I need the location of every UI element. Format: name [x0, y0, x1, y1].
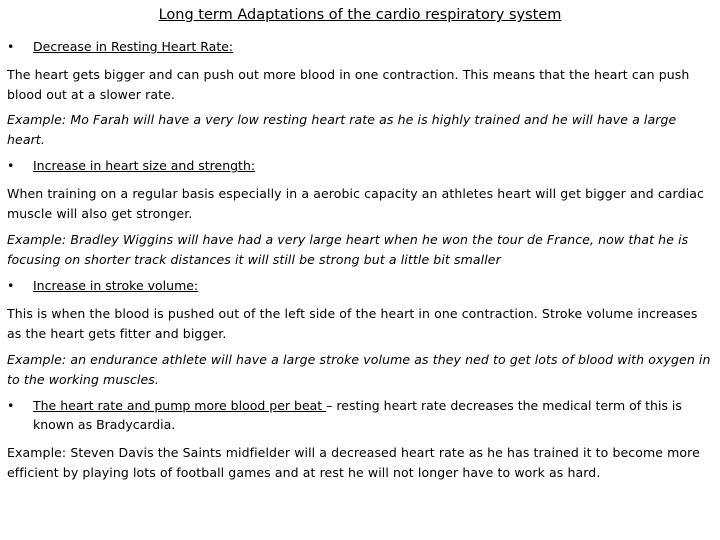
bullet-dot: • — [7, 278, 15, 293]
paragraph-steven-davis: Example: Steven Davis the Saints midfielder will a decreased heart rate as he has trained it to become more efficient by playing lots of football games and at rest he will not longer have to work as hard. — [7, 445, 700, 480]
heading-text: Increase in heart size and strength: — [33, 158, 256, 173]
heading-text-wrapper — [33, 396, 712, 434]
bullet-dot: • — [7, 39, 15, 54]
bullet-heading-heart-rate-pump — [7, 396, 712, 434]
heading-text: Increase in stroke volume: — [33, 278, 199, 293]
example-endurance-athlete: Example: an endurance athlete will have a large stroke volume as they ned to get lots of blood with oxygen in to the working muscles. — [7, 352, 711, 387]
example-bradley-wiggins: Example: Bradley Wiggins will have had a very large heart when he won the tour de France, now that he is focusing on shorter track distances it will still be strong but a little bit smaller — [7, 232, 689, 267]
paragraph-stroke-volume: This is when the blood is pushed out of the left side of the heart in one contraction. Stroke volume increases as the heart gets fitter and bigger. — [7, 306, 698, 341]
example-mo-farah: Example: Mo Farah will have a very low resting heart rate as he is highly trained and he will have a large heart. — [7, 112, 677, 147]
heading-text: Decrease in Resting Heart Rate: — [33, 39, 234, 54]
heading-text: The heart rate and pump more blood per beat — [33, 398, 327, 413]
page-title: Long term Adaptations of the cardio respiratory system — [158, 7, 562, 23]
bullet-heading-heart-size — [7, 156, 712, 175]
paragraph-resting-heart-rate: The heart gets bigger and can push out more blood in one contraction. This means that the heart can push blood out at a slower rate. — [7, 67, 690, 102]
heading-rest-text: – resting heart rate decreases the medical term of this is known as Bradycardia. — [33, 398, 682, 432]
paragraph-heart-size: When training on a regular basis especially in a aerobic capacity an athletes heart will get bigger and cardiac muscle will also get stronger. — [7, 186, 704, 221]
bullet-heading-stroke-volume — [7, 276, 712, 295]
bullet-dot: • — [7, 158, 15, 173]
bullet-heading-resting-heart-rate — [7, 37, 712, 56]
bullet-dot: • — [7, 398, 15, 413]
